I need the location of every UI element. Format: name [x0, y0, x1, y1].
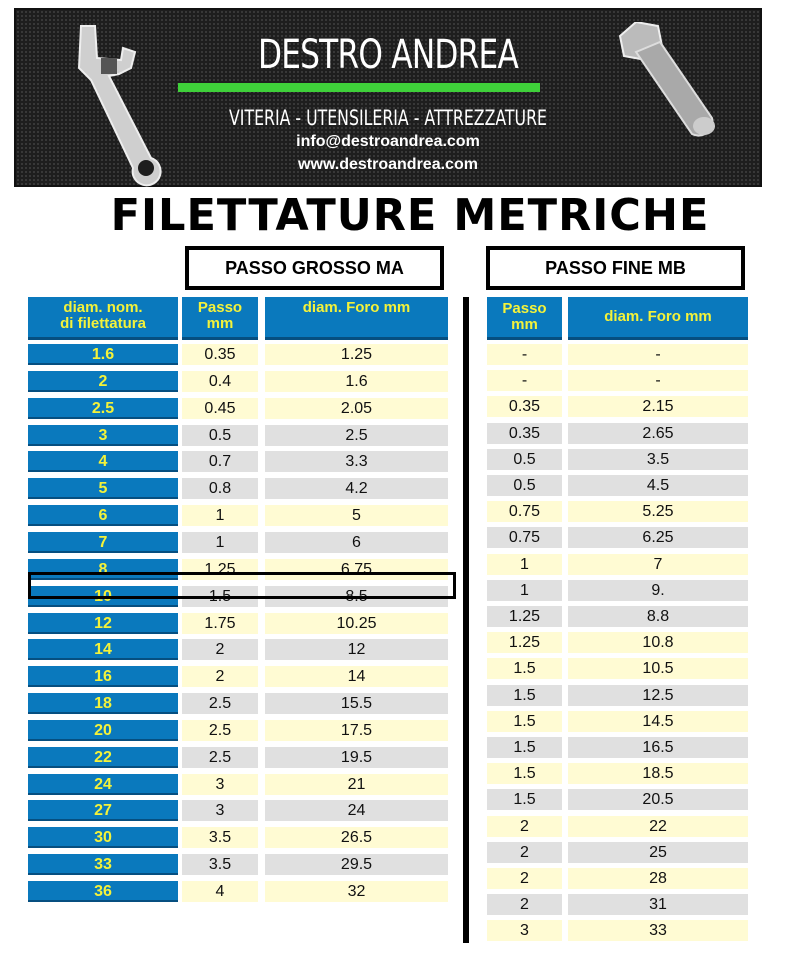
coarse-drill-cell: 10.25: [265, 613, 448, 634]
accent-bar: [178, 83, 540, 92]
coarse-pitch-cell: 1: [182, 532, 258, 553]
fine-drill-cell: 9.: [568, 580, 748, 601]
coarse-diameter-cell: 3: [28, 425, 178, 446]
fine-drill-cell: 10.5: [568, 658, 748, 679]
coarse-pitch-cell: 1.25: [182, 559, 258, 580]
coarse-drill-cell: 6.75: [265, 559, 448, 580]
fine-drill-cell: 33: [568, 920, 748, 941]
coarse-pitch-cell: 1: [182, 505, 258, 526]
coarse-diameter-cell: 36: [28, 881, 178, 902]
coarse-pitch-cell: 2: [182, 639, 258, 660]
fine-drill-cell: 22: [568, 816, 748, 837]
coarse-drill-cell: 21: [265, 774, 448, 795]
fine-drill-cell: 3.5: [568, 449, 748, 470]
coarse-pitch-cell: 3: [182, 774, 258, 795]
coarse-drill-cell: 14: [265, 666, 448, 687]
fine-pitch-cell: 1.25: [487, 606, 562, 627]
coarse-diameter-cell: 2: [28, 371, 178, 392]
coarse-drill-cell: 1.25: [265, 344, 448, 365]
coarse-pitch-cell: 0.45: [182, 398, 258, 419]
coarse-drill-cell: 19.5: [265, 747, 448, 768]
fine-header-drill: diam. Foro mm: [568, 297, 748, 340]
coarse-diameter-cell: 14: [28, 639, 178, 660]
fine-drill-cell: -: [568, 370, 748, 391]
coarse-header-pitch: Passo mm: [182, 297, 258, 340]
coarse-drill-cell: 2.05: [265, 398, 448, 419]
fine-pitch-cell: 2: [487, 868, 562, 889]
coarse-pitch-cell: 0.4: [182, 371, 258, 392]
coarse-drill-cell: 2.5: [265, 425, 448, 446]
fine-pitch-cell: 1.25: [487, 632, 562, 653]
coarse-diameter-cell: 20: [28, 720, 178, 741]
fine-drill-cell: 20.5: [568, 789, 748, 810]
fine-pitch-cell: 0.5: [487, 475, 562, 496]
fine-pitch-cell: -: [487, 370, 562, 391]
website-link[interactable]: www.destroandrea.com: [298, 156, 478, 173]
fine-pitch-cell: -: [487, 344, 562, 365]
coarse-diameter-cell: 6: [28, 505, 178, 526]
coarse-drill-cell: 12: [265, 639, 448, 660]
coarse-section-label: PASSO GROSSO MA: [185, 246, 444, 290]
fine-drill-cell: 4.5: [568, 475, 748, 496]
coarse-pitch-cell: 2.5: [182, 747, 258, 768]
fine-pitch-cell: 0.35: [487, 423, 562, 444]
coarse-diameter-cell: 33: [28, 854, 178, 875]
coarse-diameter-cell: 5: [28, 478, 178, 499]
coarse-diameter-cell: 24: [28, 774, 178, 795]
coarse-drill-cell: 6: [265, 532, 448, 553]
highlighted-row-frame: [28, 572, 456, 599]
fine-drill-cell: 31: [568, 894, 748, 915]
coarse-pitch-cell: 2: [182, 666, 258, 687]
coarse-header-drill: diam. Foro mm: [265, 297, 448, 340]
fine-drill-cell: 2.15: [568, 396, 748, 417]
company-name: DESTRO ANDREA: [257, 32, 519, 78]
fine-drill-cell: 16.5: [568, 737, 748, 758]
fine-pitch-cell: 2: [487, 894, 562, 915]
coarse-diameter-cell: 2.5: [28, 398, 178, 419]
tagline: VITERIA - UTENSILERIA - ATTREZZATURE: [229, 106, 547, 130]
coarse-diameter-cell: 16: [28, 666, 178, 687]
fine-drill-cell: 12.5: [568, 685, 748, 706]
coarse-pitch-cell: 0.5: [182, 425, 258, 446]
fine-pitch-cell: 1: [487, 580, 562, 601]
fine-pitch-cell: 1.5: [487, 685, 562, 706]
coarse-header-diameter: diam. nom. di filettatura: [28, 297, 178, 340]
coarse-diameter-cell: 4: [28, 451, 178, 472]
fine-drill-cell: 5.25: [568, 501, 748, 522]
fine-pitch-cell: 1.5: [487, 711, 562, 732]
fine-pitch-cell: 0.75: [487, 501, 562, 522]
fine-pitch-cell: 2: [487, 816, 562, 837]
coarse-drill-cell: 26.5: [265, 827, 448, 848]
coarse-pitch-cell: 3.5: [182, 827, 258, 848]
fine-pitch-cell: 0.5: [487, 449, 562, 470]
fine-pitch-cell: 0.75: [487, 527, 562, 548]
section-divider: [463, 297, 469, 943]
fine-pitch-cell: 2: [487, 842, 562, 863]
fine-pitch-cell: 1.5: [487, 737, 562, 758]
coarse-drill-cell: 5: [265, 505, 448, 526]
coarse-pitch-cell: 2.5: [182, 720, 258, 741]
fine-pitch-cell: 3: [487, 920, 562, 941]
coarse-diameter-cell: 22: [28, 747, 178, 768]
coarse-pitch-cell: 4: [182, 881, 258, 902]
fine-drill-cell: 7: [568, 554, 748, 575]
coarse-drill-cell: 8.5: [265, 586, 448, 607]
coarse-pitch-cell: 1.5: [182, 586, 258, 607]
fine-section-label: PASSO FINE MB: [486, 246, 745, 290]
coarse-pitch-cell: 3: [182, 800, 258, 821]
fine-drill-cell: 28: [568, 868, 748, 889]
coarse-diameter-cell: 7: [28, 532, 178, 553]
fine-pitch-cell: 1.5: [487, 658, 562, 679]
fine-header-pitch: Passo mm: [487, 297, 562, 340]
coarse-pitch-cell: 0.35: [182, 344, 258, 365]
coarse-drill-cell: 1.6: [265, 371, 448, 392]
coarse-diameter-cell: 10: [28, 586, 178, 607]
coarse-drill-cell: 29.5: [265, 854, 448, 875]
fine-pitch-cell: 1: [487, 554, 562, 575]
fine-pitch-cell: 0.35: [487, 396, 562, 417]
coarse-drill-cell: 24: [265, 800, 448, 821]
coarse-pitch-cell: 2.5: [182, 693, 258, 714]
coarse-drill-cell: 17.5: [265, 720, 448, 741]
coarse-diameter-cell: 18: [28, 693, 178, 714]
coarse-pitch-cell: 1.75: [182, 613, 258, 634]
fine-pitch-cell: 1.5: [487, 789, 562, 810]
coarse-pitch-cell: 0.8: [182, 478, 258, 499]
fine-drill-cell: 18.5: [568, 763, 748, 784]
coarse-pitch-cell: 3.5: [182, 854, 258, 875]
coarse-diameter-cell: 30: [28, 827, 178, 848]
fine-drill-cell: 2.65: [568, 423, 748, 444]
coarse-drill-cell: 4.2: [265, 478, 448, 499]
header-banner: [14, 8, 762, 187]
fine-pitch-cell: 1.5: [487, 763, 562, 784]
fine-drill-cell: 6.25: [568, 527, 748, 548]
fine-drill-cell: 8.8: [568, 606, 748, 627]
coarse-drill-cell: 32: [265, 881, 448, 902]
page-title: FILETTATURE METRICHE: [110, 190, 710, 241]
fine-drill-cell: 25: [568, 842, 748, 863]
fine-drill-cell: 14.5: [568, 711, 748, 732]
coarse-diameter-cell: 27: [28, 800, 178, 821]
fine-drill-cell: -: [568, 344, 748, 365]
email-link[interactable]: info@destroandrea.com: [296, 133, 480, 150]
coarse-diameter-cell: 12: [28, 613, 178, 634]
bolt-icon: [616, 22, 726, 142]
coarse-diameter-cell: 8: [28, 559, 178, 580]
coarse-diameter-cell: 1.6: [28, 344, 178, 365]
fine-drill-cell: 10.8: [568, 632, 748, 653]
coarse-drill-cell: 3.3: [265, 451, 448, 472]
coarse-drill-cell: 15.5: [265, 693, 448, 714]
coarse-pitch-cell: 0.7: [182, 451, 258, 472]
